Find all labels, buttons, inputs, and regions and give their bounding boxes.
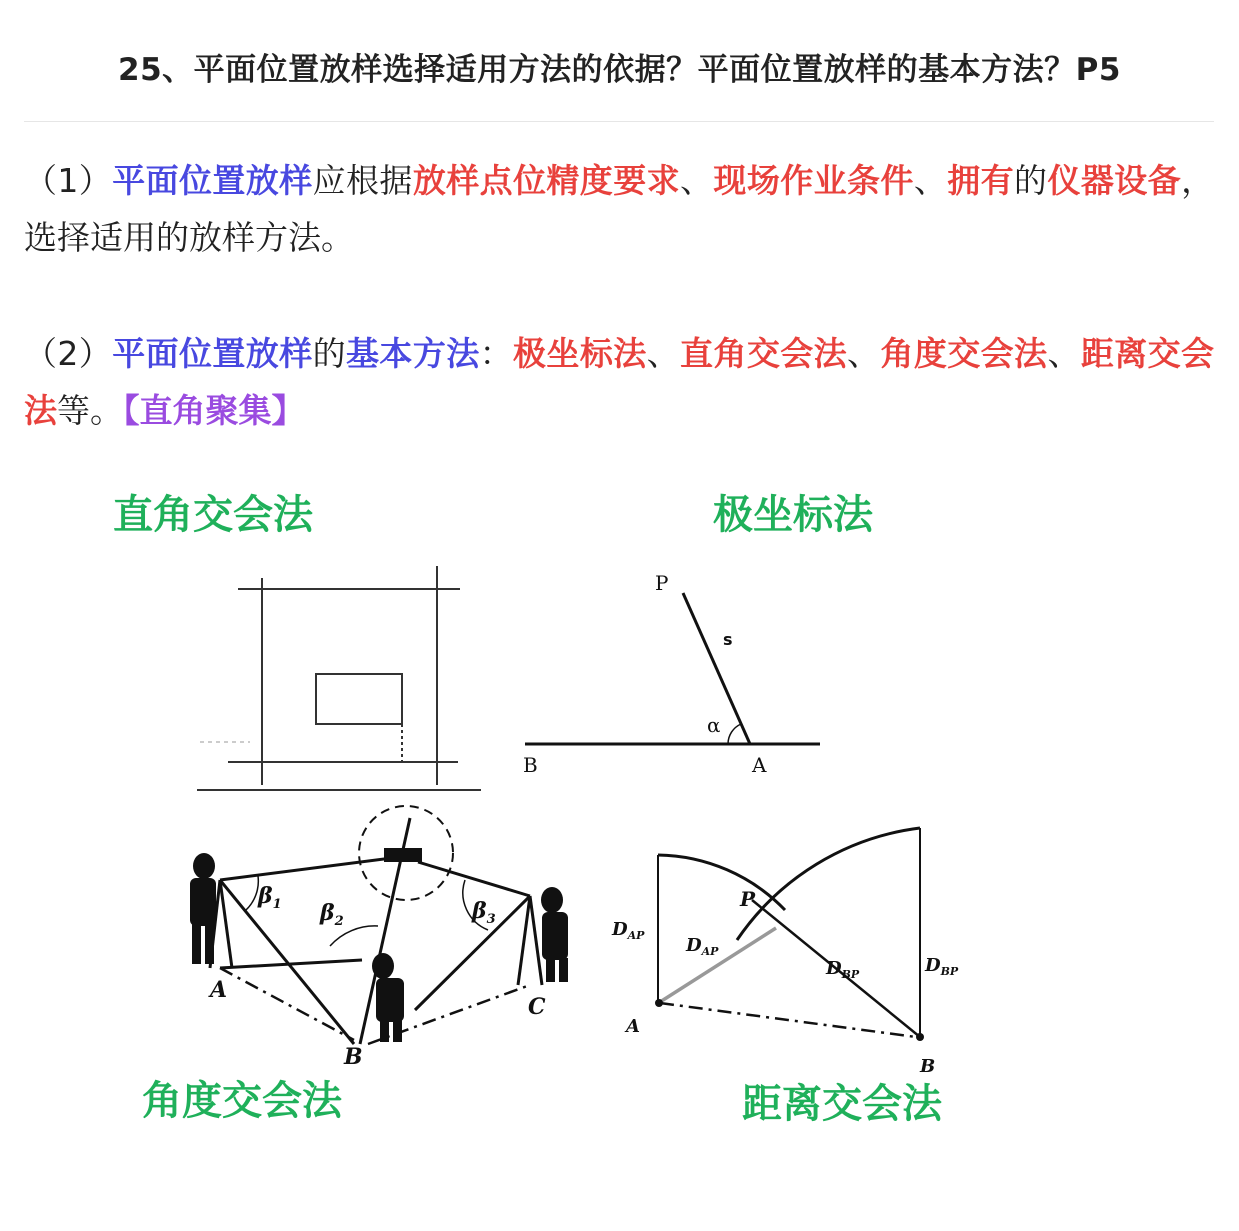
svg-text:DAP <box>611 919 645 942</box>
distance-label-a: A <box>626 1016 640 1037</box>
para1-keyword-4: 拥有 <box>947 161 1015 200</box>
para2-number: （2） <box>24 334 113 373</box>
method-distance: 距离交会法 <box>24 334 1215 430</box>
para1-keyword-2: 放样点位精度要求 <box>412 161 681 200</box>
para2-text-3: 等。 <box>57 391 123 430</box>
method-angle: 角度交会法 <box>880 334 1048 373</box>
para2-keyword-1: 平面位置放样 <box>112 334 313 373</box>
distance-diagram <box>611 828 959 1077</box>
angle-label-beta3-sub: 3 <box>486 912 496 927</box>
polar-label-p: P <box>655 571 669 595</box>
svg-text:β2 <box>319 900 344 929</box>
angle-diagram <box>190 806 568 1070</box>
method-right-angle: 直角交会法 <box>680 334 848 373</box>
polar-diagram <box>523 571 820 777</box>
title-divider <box>24 121 1214 122</box>
angle-label-beta3: β <box>472 898 487 924</box>
distance-label-dap-mid-sub: AP <box>701 945 719 958</box>
para2-sep-1: 、 <box>646 334 681 373</box>
angle-label-beta2: β <box>320 900 335 926</box>
para2-sep-3: 、 <box>1047 334 1081 373</box>
distance-label-dbp-mid-sub: BP <box>841 968 860 981</box>
distance-label-dbp-right: D <box>925 955 941 976</box>
para1-text-3: 、 <box>913 161 948 200</box>
polar-label-b: B <box>523 753 538 777</box>
svg-text:DBP <box>825 958 860 981</box>
angle-label-c: C <box>528 994 546 1020</box>
angle-label-b: B <box>344 1044 363 1070</box>
para1-text-4: 的 <box>1014 161 1048 200</box>
para1-keyword-5: 仪器设备 <box>1047 161 1182 200</box>
svg-text:β1 <box>257 883 282 912</box>
distance-label-dbp-right-sub: BP <box>940 965 959 978</box>
angle-label-a: A <box>210 977 228 1003</box>
method-polar: 极坐标法 <box>513 334 647 373</box>
label-polar: 极坐标法 <box>713 492 873 538</box>
distance-label-b: B <box>920 1056 936 1077</box>
angle-label-beta1: β <box>258 883 273 909</box>
para2-keyword-2: 基本方法 <box>346 334 480 373</box>
para1-keyword-3: 现场作业条件 <box>713 161 914 200</box>
distance-label-p: P <box>740 887 756 911</box>
polar-label-a: A <box>752 753 767 777</box>
right-angle-diagram <box>197 566 481 790</box>
label-right-angle: 直角交会法 <box>113 492 313 538</box>
angle-label-beta2-sub: 2 <box>334 914 344 929</box>
polar-label-s: s <box>723 630 733 649</box>
polar-label-alpha: α <box>707 713 721 737</box>
para2-sep-2: 、 <box>847 334 881 373</box>
para1-text-2: 、 <box>680 161 714 200</box>
para1-keyword-1: 平面位置放样 <box>112 161 313 200</box>
methods-figure <box>0 470 1239 1170</box>
distance-label-dap-left: D <box>612 919 628 940</box>
para1-text-1: 应根据 <box>312 161 413 200</box>
answer-paragraph-2 <box>24 325 1214 439</box>
label-distance: 距离交会法 <box>742 1081 942 1127</box>
distance-label-dbp-mid: D <box>826 958 842 979</box>
para2-text-1: 的 <box>312 334 347 373</box>
svg-text:β3 <box>471 898 496 927</box>
distance-label-dap-left-sub: AP <box>627 929 645 942</box>
para2-text-2: ： <box>479 334 514 373</box>
angle-label-beta1-sub: 1 <box>272 897 282 912</box>
para1-number: （1） <box>24 161 113 200</box>
label-angle: 角度交会法 <box>142 1078 342 1124</box>
question-title: 25、平面位置放样选择适用方法的依据？平面位置放样的基本方法？P5 <box>118 52 1121 88</box>
mnemonic-tag: 【直角聚集】 <box>123 391 305 430</box>
svg-text:DAP <box>685 935 719 958</box>
answer-paragraph-1 <box>24 152 1214 266</box>
svg-text:DBP <box>924 955 959 978</box>
para1-text-5: ，选择适用的放样方法。 <box>24 161 1215 257</box>
distance-label-dap-mid: D <box>686 935 702 956</box>
